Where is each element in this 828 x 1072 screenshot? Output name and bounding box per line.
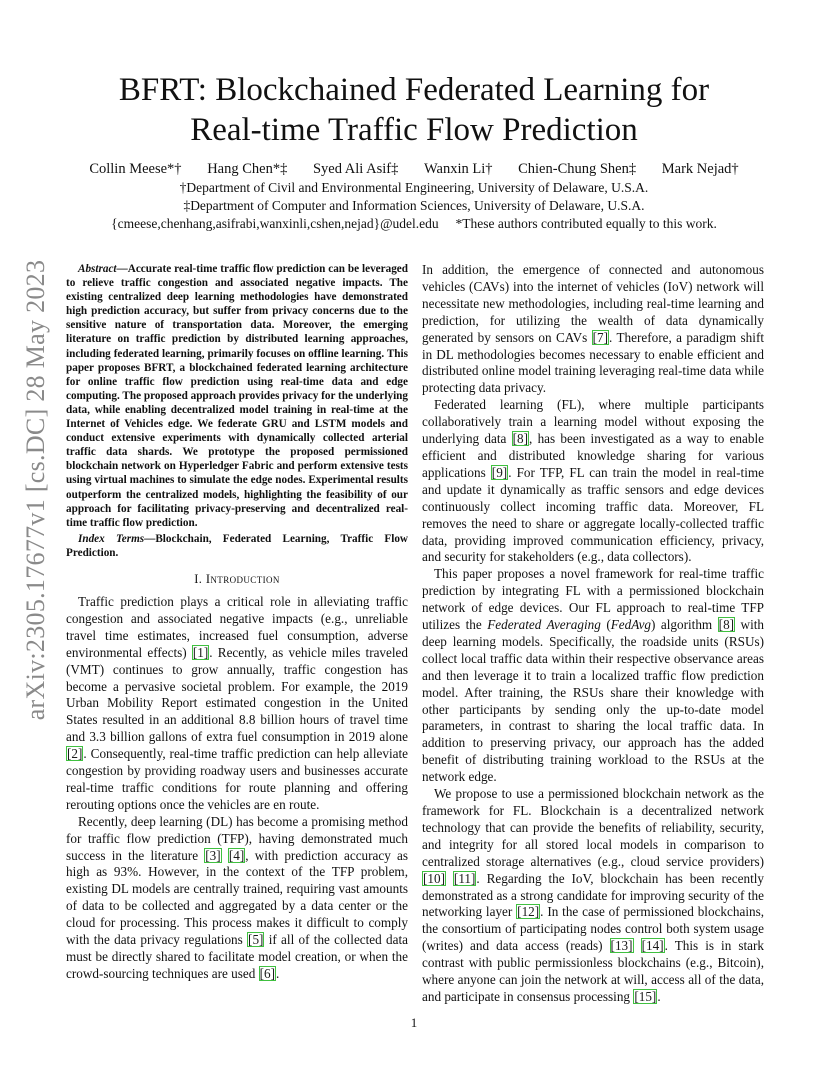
index-terms-text: —Blockchain, Federated Learning, Traffic Flow Prediction. xyxy=(66,532,408,559)
paragraph xyxy=(422,262,764,397)
citation-link[interactable]: [ 4 ] xyxy=(228,848,245,863)
paragraph xyxy=(422,786,764,1006)
text-run: . Consequently, real-time traffic prediction can help alleviate congestion by providing roadway users and businesses accurate real-time traffic conditions for route planning and offering rerouting options once the vehicles are en route. xyxy=(66,746,408,812)
text-run: ( xyxy=(600,617,611,633)
text-run xyxy=(634,938,641,953)
citation-link[interactable]: [ 14 ] xyxy=(641,938,665,953)
paragraph xyxy=(422,397,764,566)
citation-link[interactable]: [ 3 ] xyxy=(204,848,221,863)
text-run xyxy=(446,871,453,886)
citation-link[interactable]: [ 6 ] xyxy=(259,966,276,981)
abstract xyxy=(66,262,408,530)
paper-title xyxy=(80,70,748,150)
abstract-text: —Accurate real-time traffic flow prediction can be leveraged to relieve traffic congestion and associated negative impacts. The existing centralized deep learning methodologies have demonstrated high prediction accuracy, but suffer from privacy concerns due to the sensitive nature of transportation data. Moreover, the emerging literature on traffic prediction by distributed learning approaches, including federated learning, primarily focuses on offline learning. This paper proposes BFRT, a blockchained federated learning architecture for online traffic flow prediction using real-time data and edge computing. The proposed approach provides privacy for the underlying data, while enabling decentralized model training in real-time at the Internet of Vehicles edge. We federate GRU and LSTM models and conduct extensive experiments with dynamically collected arterial traffic data shards. We prototype the proposed permissioned blockchain network on Hyperledger Fabric and perform extensive tests using virtual machines to simulate the edge nodes. Experimental results outperform the centralized models, highlighting the feasibility of our approach for facilitating privacy-preserving and decentralized real-time traffic flow prediction. xyxy=(66,263,408,529)
index-terms xyxy=(66,532,408,560)
equal-contribution-note: *These authors contributed equally to this work. xyxy=(455,216,717,231)
citation-link[interactable]: [ 2 ] xyxy=(66,746,83,761)
text-run: Traffic prediction plays a critical role in alleviating traffic congestion and associated negative impacts (e.g., unreliable travel time estimates, increased fuel consumption, adverse environmental effects) xyxy=(66,593,408,660)
affiliation-civil-engineering: †Department of Civil and Environmental Engineering, University of Delaware, U.S.A. xyxy=(179,180,649,195)
text-run: Federated learning (FL), where multiple participants collaboratively train a learning model without exposing the underlying data xyxy=(422,397,764,447)
author-contact-line xyxy=(70,216,758,232)
title-line-1: BFRT: Blockchained Federated Learning for xyxy=(118,72,710,108)
text-run: . In the case of permissioned blockchains, the consortium of participating nodes control both system usage (writes) and data access (reads) xyxy=(422,904,765,954)
text-run: . This is in stark contrast with public permissionless blockchains (e.g., Bitcoin), where anyone can join the network at will, access all of the data, and participate in consensus processing xyxy=(422,938,764,1004)
citation-link[interactable]: [ 8 ] xyxy=(512,431,529,446)
text-run: with deep learning models. Specifically, the roadside units (RSUs) collect local traffic data within their respective observance areas and then leverage it to train a localized traffic flow prediction model. After training, the RSUs share their knowledge with other participants by sending only the up-to-date model parameters, in contrast to sharing the local traffic data. In addition to preserving privacy, our approach has the added benefit of distributing training workload to the RSUs at the network edge. xyxy=(422,617,764,785)
section-heading-introduction xyxy=(66,572,408,587)
citation-link[interactable]: [ 9 ] xyxy=(491,465,508,480)
right-column xyxy=(422,262,764,1006)
text-run: In addition, the emergence of connected and autonomous vehicles (CAVs) into the internet of vehicles (IoV) network will necessitate new methodologies, including real-time learning and prediction, for utilizing the wealth of data dynamically generated by sensors on CAVs xyxy=(422,262,764,345)
arxiv-sidebar-stamp xyxy=(16,259,56,721)
page-number: 1 xyxy=(410,1015,418,1030)
text-run xyxy=(222,848,228,863)
author-name: Mark Nejad† xyxy=(661,161,739,177)
text-run: . Regarding the IoV, blockchain has been recently demonstrated as a strong candidate for improving security of the networking layer xyxy=(422,870,764,920)
text-run: , has been investigated as a way to enable efficient and distributed knowledge sharing for various applications xyxy=(422,431,764,480)
citation-link[interactable]: [ 10 ] xyxy=(422,871,446,886)
paragraph xyxy=(422,566,764,786)
text-run: , with prediction accuracy as high as 93%. However, in the context of the TFP problem, existing DL models are centrally trained, requiring vast amounts of data to be collected and aggregated by a data center or the cloud for processing. This process makes it difficult to comply with the data privacy regulations xyxy=(66,847,408,948)
citation-link[interactable]: [ 7 ] xyxy=(592,330,609,345)
text-run: . xyxy=(276,965,280,981)
index-terms-label: Index Terms xyxy=(78,532,145,545)
italic-term: Federated Averaging xyxy=(487,617,601,633)
citation-link[interactable]: [ 13 ] xyxy=(610,938,634,953)
author-emails: {cmeese,chenhang,asifrabi,wanxinli,cshen,nejad}@udel.edu xyxy=(111,216,439,231)
citation-link[interactable]: [ 1 ] xyxy=(192,645,209,660)
text-run: ) algorithm xyxy=(651,617,718,633)
left-column xyxy=(66,262,408,983)
section-number: I. xyxy=(194,571,203,586)
author-name: Wanxin Li† xyxy=(423,161,493,177)
citation-link[interactable]: [ 11 ] xyxy=(453,871,477,886)
paragraph xyxy=(66,594,408,814)
author-name: Syed Ali Asif‡ xyxy=(312,161,399,177)
section-title: Introduction xyxy=(205,571,280,586)
text-run: This paper proposes a novel framework for real-time traffic prediction by integrating FL with a permissioned blockchain network of edge devices. Our FL approach to real-time TFP utilizes the xyxy=(422,566,764,633)
text-run: . Therefore, a paradigm shift in DL methodologies becomes necessary to enable efficient and distributed online model training leveraging real-time data while protecting data privacy. xyxy=(422,329,764,396)
citation-link[interactable]: [ 12 ] xyxy=(516,904,540,919)
citation-link[interactable]: [ 15 ] xyxy=(633,989,657,1004)
text-run: if all of the collected data must be directly shared to facilitate model creation, or when the crowd-sourcing techniques are used xyxy=(66,932,408,981)
text-run: . Recently, as vehicle miles traveled (VMT) continues to grow annually, traffic congestion has become a pervasive societal problem. For example, the 2019 Urban Mobility Report estimated congestion in the United States resulted in an additional 8.8 billion hours of travel time and 3.3 billion gallons of extra fuel consumption in 2019 alone xyxy=(66,644,408,745)
author-name: Hang Chen*‡ xyxy=(207,161,288,177)
citation-link[interactable]: [ 5 ] xyxy=(247,932,264,947)
title-line-2: Real-time Traffic Flow Prediction xyxy=(190,112,638,148)
text-run: Recently, deep learning (DL) has become a promising method for traffic flow prediction (TFP), having demonstrated much success in the literature xyxy=(66,813,408,863)
affiliation-computer-science: ‡Department of Computer and Information Sciences, University of Delaware, U.S.A. xyxy=(183,198,645,213)
text-run: . For TFP, FL can train the model in real-time and update it dynamically as traffic sensors and edge devices continuously collect incoming traffic data. Moreover, FL removes the need to share or aggregate locally-collected traffic data, providing improved communication efficiency, privacy, and security for stakeholders (e.g., data collectors). xyxy=(422,464,764,565)
text-run: . xyxy=(657,988,661,1004)
author-name: Collin Meese*† xyxy=(89,161,182,177)
author-list xyxy=(70,161,758,178)
italic-term: FedAvg xyxy=(610,617,652,633)
citation-link[interactable]: [ 8 ] xyxy=(718,617,735,632)
author-name: Chien-Chung Shen‡ xyxy=(518,161,637,177)
abstract-label: Abstract xyxy=(78,263,117,275)
text-run: We propose to use a permissioned blockchain network as the framework for FL. Blockchain is a decentralized network technology that can provide the benefits of reliability, security, and integrity for all stored local models in comparison to centralized storage alternatives (e.g., cloud service providers) xyxy=(422,786,764,869)
paragraph xyxy=(66,814,408,983)
arxiv-identifier: arXiv:2305.17677v1 [cs.DC] 28 May 2023 xyxy=(21,259,50,721)
